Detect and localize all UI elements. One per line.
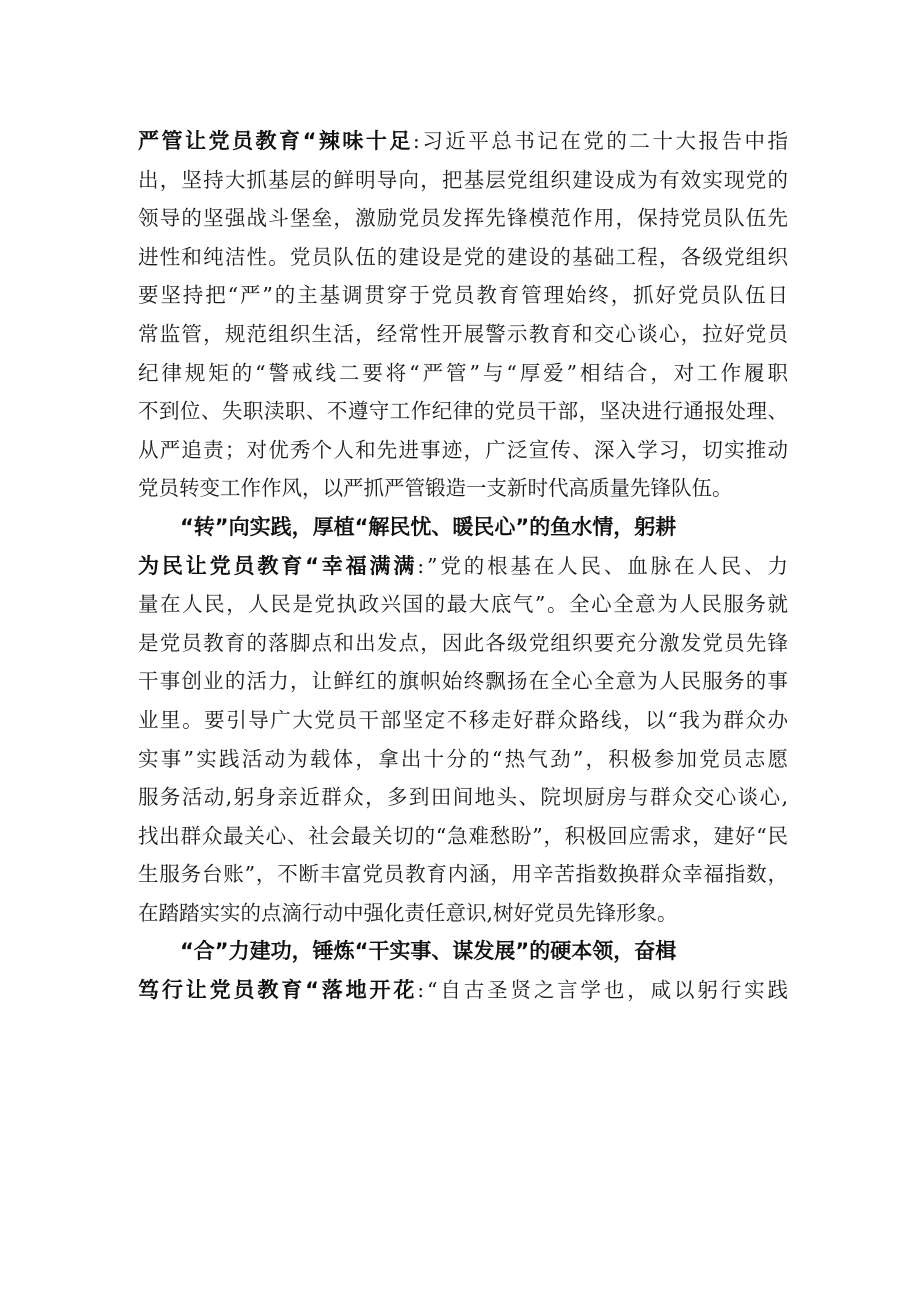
text-line [138,469,788,508]
text-line [138,547,791,586]
line-text: 不到位、失职渎职、不遵守工作纪律的党员干部，坚决进行通报处理、 [138,399,789,424]
section-heading: 笃行让党员教育“落地开花 [138,978,418,1003]
line-text: 找出群众最关心、社会最关切的“急难愁盼”，积极回应需求，建好“民 [138,823,789,848]
text-line [138,508,788,547]
line-text: :”党的根基在人民、血脉在人民、力 [417,553,791,578]
text-line [138,932,788,971]
line-text: 常监管，规范组织生活，经常性开展警示教育和交心谈心，拉好党员 [138,321,790,346]
text-line [138,855,788,894]
line-text: 生服务台账”，不断丰富党员教育内涵，用辛苦指数换群众幸福指数， [138,862,789,887]
line-text: 领导的坚强战斗堡垒，激励党员发挥先锋模范作用，保持党员队伍先 [138,206,790,231]
line-text: :“自古圣贤之言学也，咸以躬行实践 [417,978,791,1003]
text-line [138,392,788,431]
line-text: 出，坚持大抓基层的鲜明导向，把基层党组织建设成为有效实现党的 [138,167,790,192]
paragraph-strict-management [138,122,791,508]
line-text: :习近平总书记在党的二十大报告中指 [412,129,791,153]
line-text: 业里。要引导广大党员干部坚定不移走好群众路线，以“我为群众办 [138,707,790,732]
text-line [138,971,791,1010]
text-line [138,662,788,701]
line-text: 量在人民，人民是党执政兴国的最大底气”。全心全意为人民服务就 [138,592,790,617]
text-line [138,431,788,470]
text-line [138,740,791,779]
text-line [138,199,788,238]
text-line [138,778,788,817]
line-text: 纪律规矩的“警戒线二要将“严管”与“厚爱”相结合，对工作履职 [138,360,791,385]
text-line [138,315,788,354]
line-text: 实事”实践活动为载体，拿出十分的“热气劲”，积极参加党员志愿 [138,746,791,771]
paragraph-practice [138,508,791,933]
line-text: 要坚持把“严”的主基调贯穿于党员教育管理始终，抓好党员队伍日 [138,283,790,308]
line-text: 从严追责；对优秀个人和先进事迹，广泛宣传、深入学习，切实推动 [138,437,790,462]
section-heading: “转”向实践，厚植“解民忧、暖民心”的鱼水情，躬耕 [180,514,677,539]
text-line [138,585,788,624]
text-line [138,161,788,200]
line-text: 进性和纯洁性。党员队伍的建设是党的建设的基础工程，各级党组织 [138,244,790,269]
text-line [138,701,788,740]
paragraph-joint-effort [138,932,791,1009]
document-body [138,122,791,1010]
line-text: 在踏踏实实的点滴行动中强化责任意识,树好党员先锋形象。 [138,900,678,925]
line-text: 干事创业的活力，让鲜红的旗帜始终飘扬在全心全意为人民服务的事 [138,669,790,694]
line-text: 服务活动,躬身亲近群众，多到田间地头、院坝厨房与群众交心谈心, [138,785,790,810]
text-line [138,276,788,315]
text-line [138,894,788,933]
text-line [138,354,791,393]
line-text: 党员转变工作作风，以严抓严管锻造一支新时代高质量先锋队伍。 [138,476,733,501]
text-line [138,624,788,663]
text-line [138,817,788,856]
section-heading: “合”力建功，锤炼“干实事、谋发展”的硬本领，奋楫 [180,939,677,964]
section-heading: 为民让党员教育“幸福满满 [138,553,418,578]
text-line [138,238,788,277]
line-text: 是党员教育的落脚点和出发点，因此各级党组织要充分激发党员先锋 [138,630,790,655]
section-heading: 严管让党员教育“辣味十足 [138,129,413,153]
text-line [138,122,791,161]
